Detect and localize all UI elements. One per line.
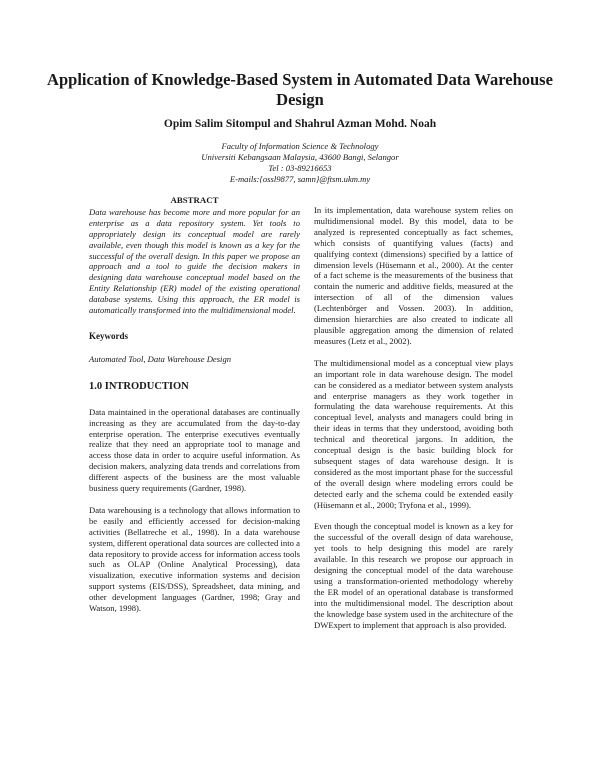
abstract-heading: ABSTRACT [170, 195, 219, 205]
author-names: Opim Salim Sitompul and Shahrul Azman Mohd. Noah [163, 118, 437, 130]
keywords-heading: Keywords [89, 330, 128, 341]
body-paragraph: Data warehousing is a technology that allows information to be easily and efficiently accessed for decision-making activities (Bellatreche et al., 1998). In a data warehouse system, different operational data sources are collected into a data repository to provide access for information access tools such as OLAP (Online Analytical Processing), data visualization, executive information systems and decision support systems (EIS/DSS), Spreadsheet, data mining, and other development languages (Gardner, 1998; Gray and Watson, 1998). [89, 504, 300, 614]
affiliation-block [140, 141, 460, 185]
abstract-text: Data warehouse has become more and more popular for an enterprise as a data repository system. Yet tools to appropriately design its conceptual model are rarely available, even though this model is known as a key for the successful of the overall design. In this paper we propose an approach and a tool to guide the decision makers in designing data warehouse conceptual model based on the Entity Relationship (ER) model of the existing operational database systems. Using this approach, the ER model is automatically transformed into the multidimensional model. [89, 206, 300, 316]
body-paragraph: The multidimensional model as a conceptual view plays an important role in data warehouse design. The model can be considered as a mediator between system analysts and enterprise managers as they work together in formulating the data warehouse requirements. At this conceptual level, analysts and managers could bring in their ideas in terms that they understood, avoiding both technical and theoretical jargons. In addition, the conceptual design is the basic building block for subsequent stages of data warehouse design. It is considered as the most important phase for the successful of the overall design where modeling errors could be detected early and the schema could be extended easily (Hüsemann et al., 2000; Tryfona et al., 1999). [314, 357, 513, 510]
affiliation-faculty: Faculty of Information Science & Technology [221, 141, 379, 151]
section-heading-introduction: 1.0 INTRODUCTION [89, 380, 189, 392]
right-column [314, 205, 513, 642]
affiliation-phone: Tel : 03-89216653 [268, 163, 332, 173]
body-paragraph: In its implementation, data warehouse system relies on multidimensional model. By this model, data to be analyzed is represented conceptually as fact schemes, which consists of quantifying values (facts) and qualifying context (dimensions) specified by a lattice of dimension levels (Hüsemann et al., 2000). At the center of a fact scheme is the measurements of the business that contain the numeric and additive fields, measured at the intersection of all of the dimension values (Lechtenbörger and Vossen. 2003). In addition, dimension hierarchies are also created to indicate all plausible aggregation among the dimension of related measures (Letz et al., 2002). [314, 205, 513, 346]
keywords-text: Automated Tool, Data Warehouse Design [89, 353, 232, 364]
affiliation-university: Universiti Kebangsaan Malaysia, 43600 Bangi, Selangor [201, 152, 399, 162]
paper-title: Application of Knowledge-Based System in Automated Data Warehouse Design [47, 70, 553, 109]
body-paragraph: Data maintained in the operational databases are continually increasing as they are accumulated from the day-to-day enterprise operation. The enterprise executives eventually realize that they need an appropriate tool to manage and access those data in order to acquire useful information. As decision makers, analyzing data trends and correlations from different aspects of the business are the most valuable business query requirements (Gardner, 1998). [89, 406, 300, 494]
left-column [89, 195, 300, 625]
affiliation-emails: E-mails:{ossl9877, samn}@ftsm.ukm.my [229, 174, 371, 184]
body-paragraph: Even though the conceptual model is known as a key for the successful of the overall design of data warehouse, yet tools to help designing this model are rarely available. In this research we propose our approach in designing the conceptual model of the data warehouse using a transformation-oriented methodology whereby the ER model of an operational database is transformed into the multidimensional model. The description about the knowledge base system used in the architecture of the DWExpert to implement that approach is also provided. [314, 521, 513, 630]
